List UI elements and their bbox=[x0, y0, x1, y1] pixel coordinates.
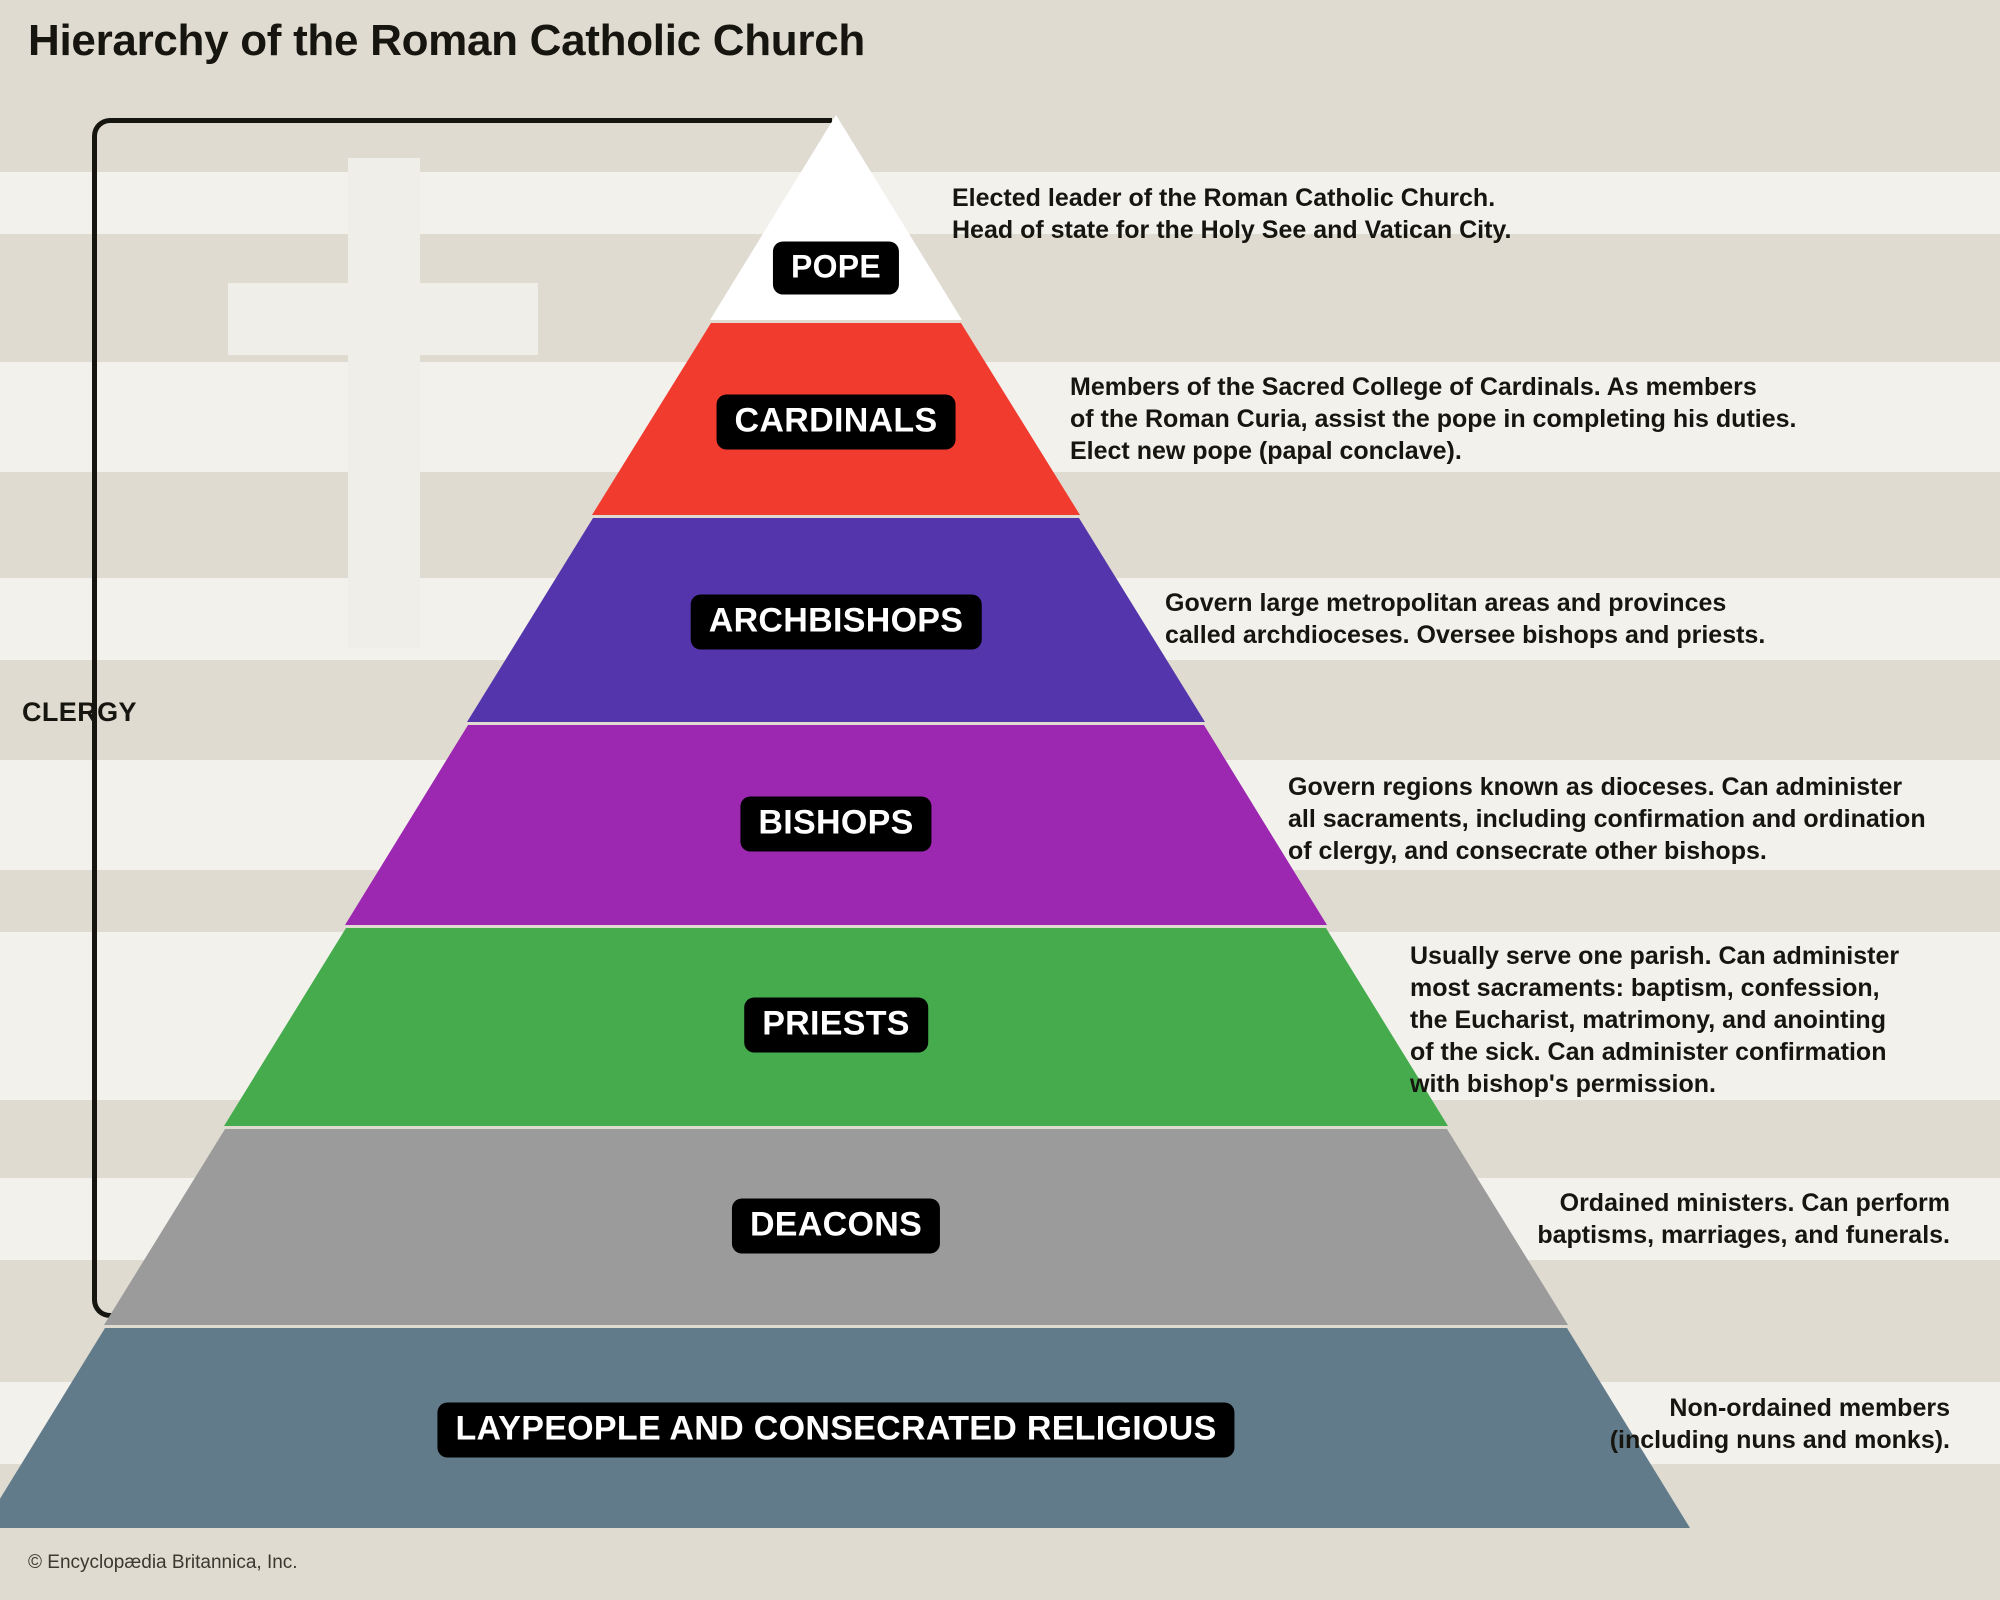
description-bishops bbox=[1288, 771, 1926, 867]
page-title: Hierarchy of the Roman Catholic Church bbox=[28, 16, 865, 65]
description-cardinals-line-3: Elect new pope (papal conclave). bbox=[1070, 437, 1462, 465]
description-archbishops-line-1: Govern large metropolitan areas and provinces bbox=[1165, 589, 1727, 617]
description-priests-line-1: Usually serve one parish. Can administer bbox=[1410, 942, 1900, 970]
description-cardinals-line-2: of the Roman Curia, assist the pope in completing his duties. bbox=[1070, 405, 1797, 433]
description-bishops-line-2: all sacraments, including confirmation and ordination bbox=[1288, 805, 1926, 833]
description-deacons bbox=[1210, 1187, 1950, 1251]
description-priests-line-5: with bishop's permission. bbox=[1410, 1070, 1716, 1098]
description-cardinals bbox=[1070, 371, 1796, 467]
description-priests-line-4: of the sick. Can administer confirmation bbox=[1410, 1038, 1887, 1066]
copyright-credit: © Encyclopædia Britannica, Inc. bbox=[28, 1552, 298, 1573]
band-label-bishops[interactable]: BISHOPS bbox=[740, 797, 931, 852]
description-bishops-line-1: Govern regions known as dioceses. Can administer bbox=[1288, 773, 1903, 801]
description-priests bbox=[1410, 940, 1899, 1100]
description-pope-line-1: Elected leader of the Roman Catholic Church. bbox=[952, 184, 1496, 212]
description-cardinals-line-1: Members of the Sacred College of Cardinals. As members bbox=[1070, 373, 1757, 401]
band-label-pope[interactable]: POPE bbox=[773, 242, 899, 295]
band-label-archbishops[interactable]: ARCHBISHOPS bbox=[691, 595, 982, 650]
band-label-laypeople[interactable]: LAYPEOPLE AND CONSECRATED RELIGIOUS bbox=[437, 1403, 1234, 1458]
description-laypeople-line-1: Non-ordained members bbox=[1669, 1394, 1950, 1422]
description-priests-line-3: the Eucharist, matrimony, and anointing bbox=[1410, 1006, 1886, 1034]
description-laypeople-line-2: (including nuns and monks). bbox=[1609, 1426, 1950, 1454]
band-label-deacons[interactable]: DEACONS bbox=[732, 1199, 940, 1254]
description-deacons-line-1: Ordained ministers. Can perform bbox=[1559, 1189, 1950, 1217]
band-label-priests[interactable]: PRIESTS bbox=[744, 998, 928, 1053]
description-laypeople bbox=[1210, 1392, 1950, 1456]
description-archbishops-line-2: called archdioceses. Oversee bishops and priests. bbox=[1165, 621, 1766, 649]
description-deacons-line-2: baptisms, marriages, and funerals. bbox=[1537, 1221, 1950, 1249]
description-pope-line-2: Head of state for the Holy See and Vatican City. bbox=[952, 216, 1512, 244]
description-pope bbox=[952, 182, 1511, 246]
description-archbishops bbox=[1165, 587, 1765, 651]
clergy-label: CLERGY bbox=[22, 697, 137, 727]
description-priests-line-2: most sacraments: baptism, confession, bbox=[1410, 974, 1880, 1002]
band-label-cardinals[interactable]: CARDINALS bbox=[717, 395, 956, 450]
description-bishops-line-3: of clergy, and consecrate other bishops. bbox=[1288, 837, 1767, 865]
